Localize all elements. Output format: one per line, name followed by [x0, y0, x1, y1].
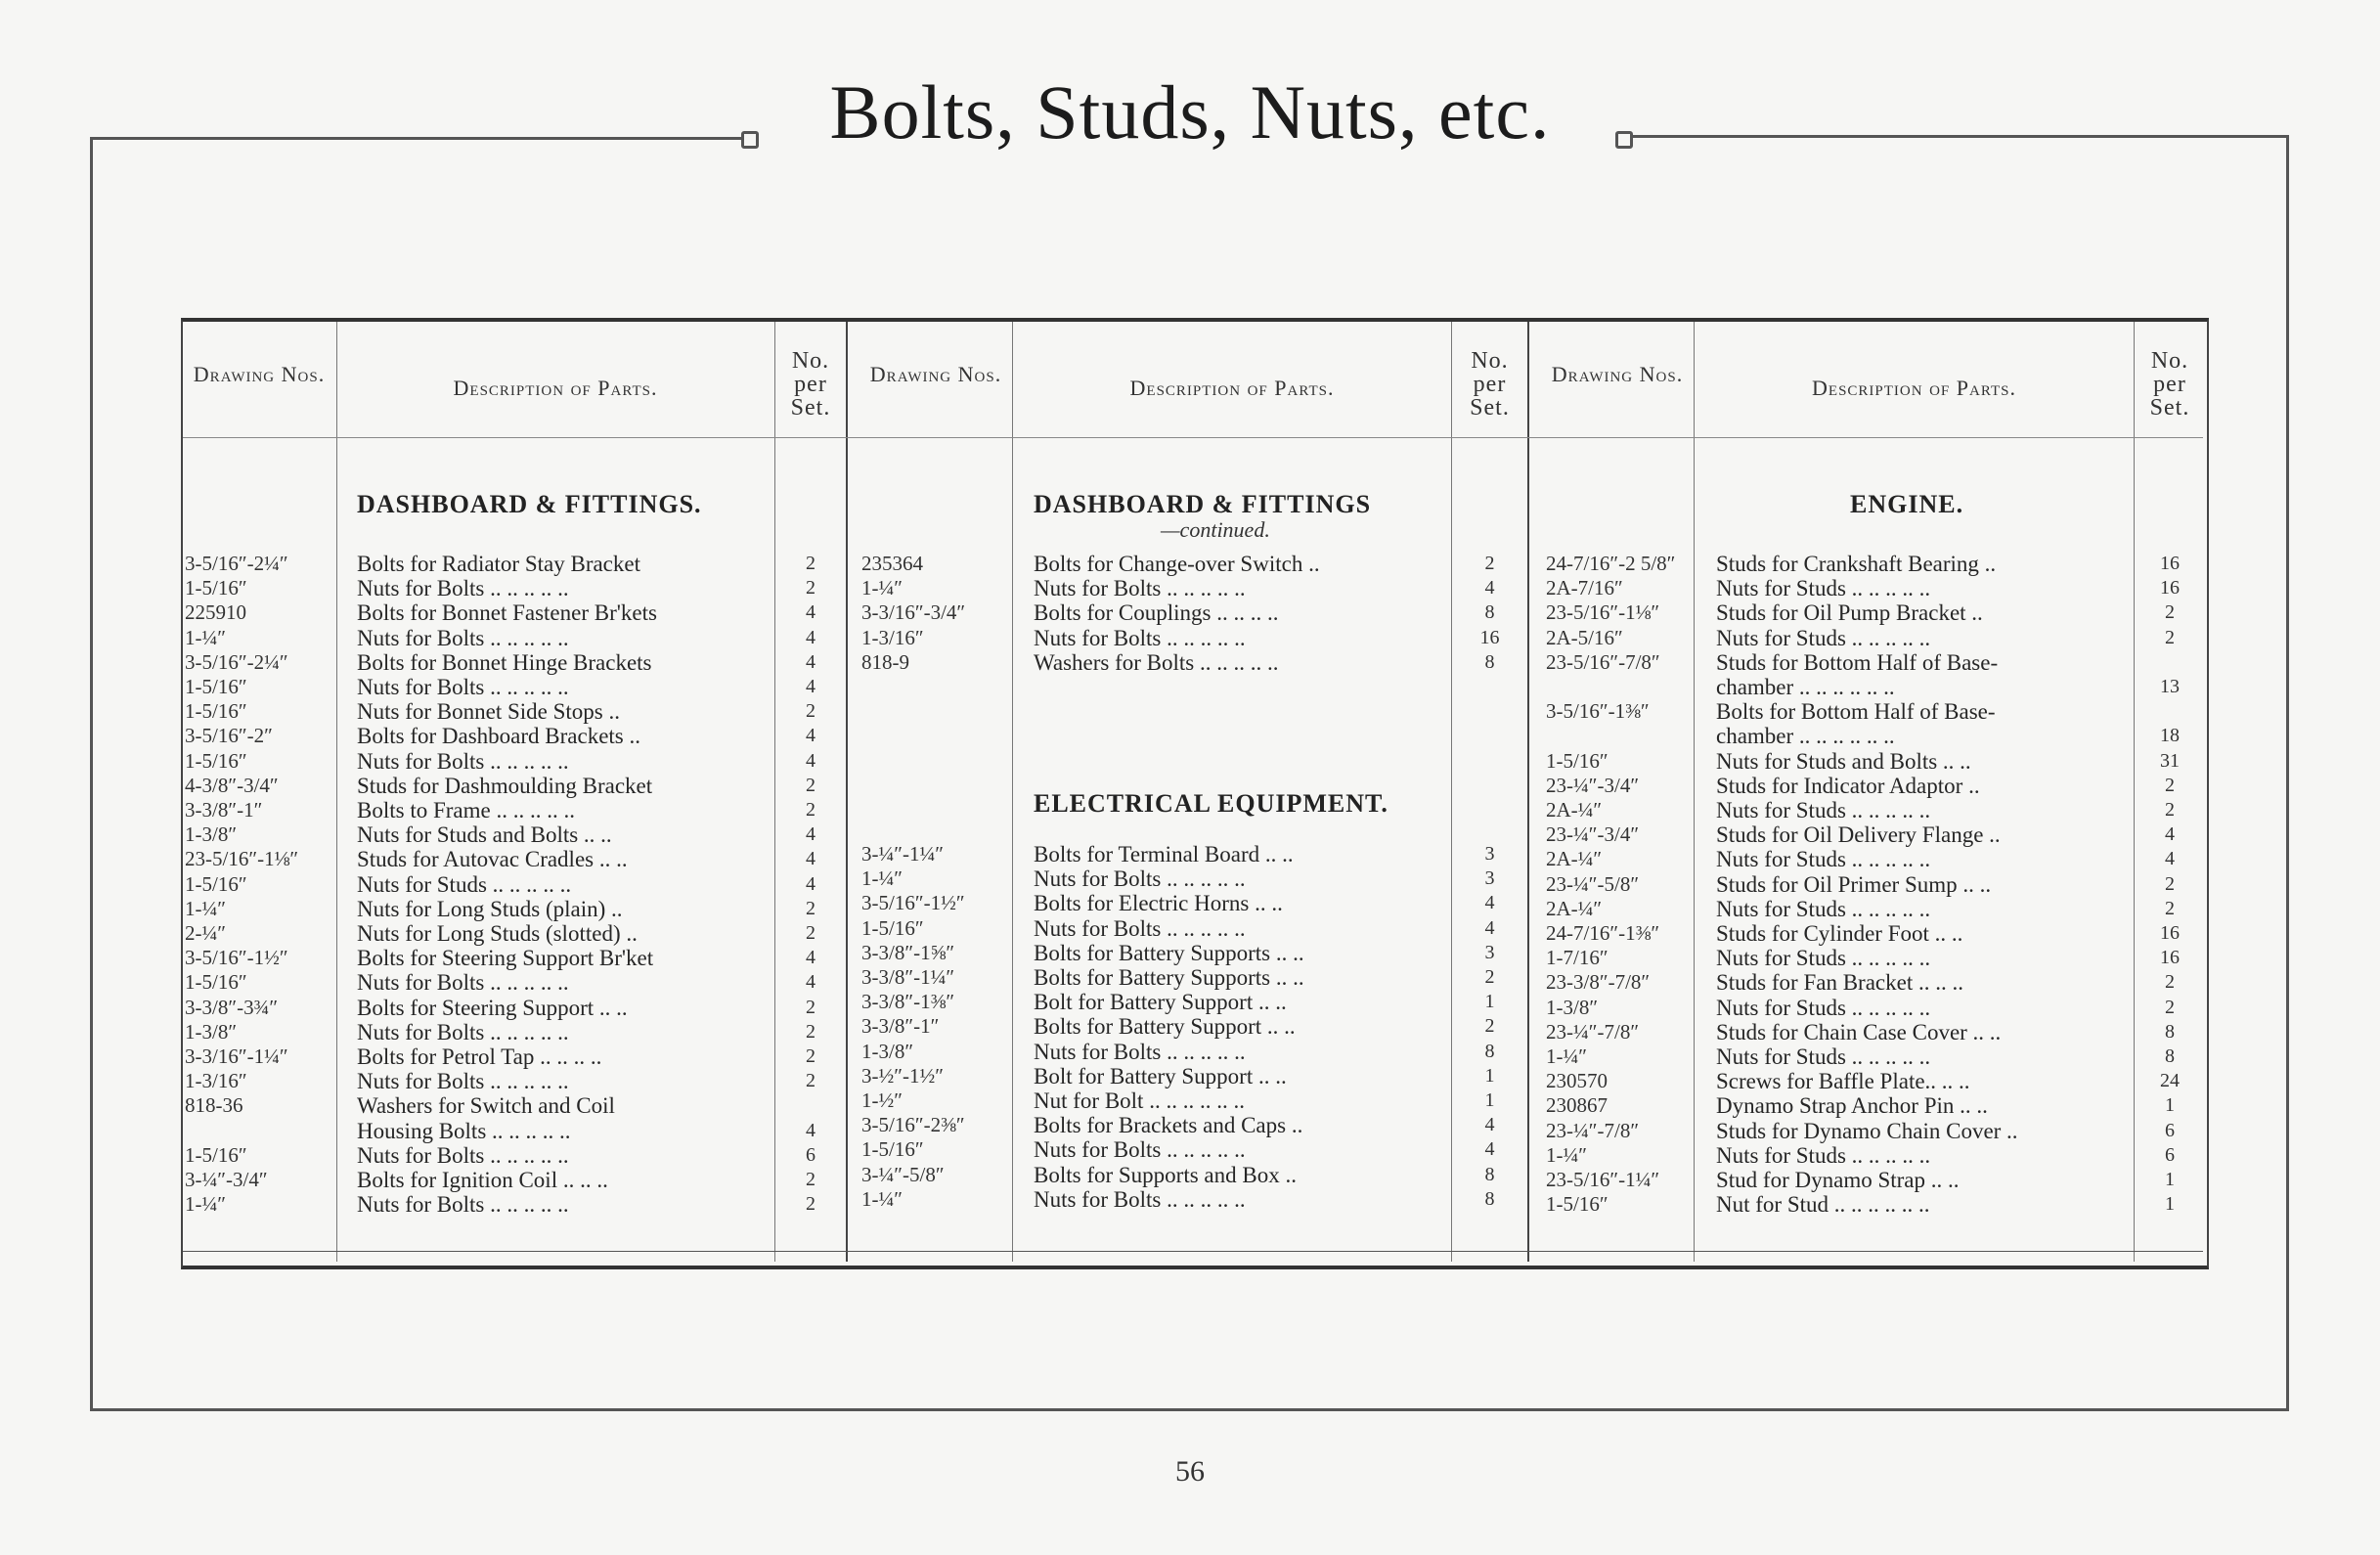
part-description: Nuts for Studs .. .. .. .. .. — [1716, 896, 1931, 921]
quantity-per-set: 2 — [2165, 799, 2175, 821]
part-description: Nuts for Bolts .. .. .. .. .. — [357, 576, 569, 601]
drawing-number: 23-¼″-3/4″ — [1546, 773, 1640, 797]
quantity-per-set: 1 — [1484, 1089, 1495, 1111]
part-description: Studs for Dynamo Chain Cover .. — [1716, 1118, 2018, 1143]
part-description: Bolt for Battery Support .. .. — [1034, 1063, 1287, 1088]
quantity-per-set: 8 — [1484, 1187, 1495, 1210]
quantity-per-set: 2 — [2165, 872, 2175, 895]
quantity-per-set: 16 — [1479, 626, 1500, 648]
part-description: Nuts for Bolts .. .. .. .. .. — [1034, 1137, 1246, 1163]
quantity-per-set: 4 — [806, 650, 815, 673]
quantity-per-set: 4 — [806, 749, 815, 772]
drawing-number: 23-¼″-7/8″ — [1546, 1118, 1640, 1142]
table-row — [183, 1143, 2203, 1168]
header-rule — [183, 437, 2203, 438]
part-description: Nuts for Studs .. .. .. .. .. — [1716, 798, 1931, 822]
drawing-number: 1-¼″ — [861, 1186, 903, 1211]
quantity-per-set: 4 — [1484, 577, 1495, 600]
page-number: 56 — [1175, 1455, 1205, 1488]
drawing-number: 23-5/16″-1¼″ — [1546, 1168, 1660, 1191]
table-row — [183, 1119, 2203, 1143]
drawing-number: 1-5/16″ — [185, 970, 247, 995]
quantity-per-set: 2 — [2165, 897, 2175, 919]
drawing-number: 3-5/16″-1½″ — [185, 946, 288, 970]
part-description: Studs for Fan Bracket .. .. .. — [1716, 970, 1963, 996]
table-row — [183, 921, 2203, 946]
section-title-engine: ENGINE. — [1850, 490, 1964, 518]
part-description: Nuts for Studs .. .. .. .. .. — [1716, 625, 1931, 650]
header-qty-3: No. per Set. — [2149, 348, 2190, 421]
drawing-number: 1-¼″ — [1546, 1044, 1587, 1068]
part-description: Nuts for Bolts .. .. .. .. .. — [1034, 915, 1246, 941]
quantity-per-set: 4 — [806, 601, 815, 624]
part-description: Bolts for Electric Horns .. .. — [1034, 891, 1283, 916]
drawing-number: 3-3/8″-1″ — [861, 1014, 940, 1039]
quantity-per-set: 4 — [806, 676, 815, 697]
drawing-number: 1-5/16″ — [185, 1142, 247, 1167]
drawing-number: 2A-¼″ — [1546, 896, 1603, 920]
table-row — [183, 626, 2203, 650]
quantity-per-set: 4 — [2165, 823, 2175, 846]
drawing-number: 23-5/16″-1⅛″ — [185, 847, 299, 871]
drawing-number: 3-¼″-1¼″ — [861, 842, 944, 866]
drawing-number: 1-5/16″ — [861, 915, 924, 940]
table-row — [183, 600, 2203, 625]
frame-right-line — [2286, 135, 2289, 1409]
part-description: Bolts to Frame .. .. .. .. .. — [357, 798, 575, 822]
quantity-per-set: 8 — [2165, 1045, 2175, 1067]
part-description: Nuts for Studs .. .. .. .. .. — [1716, 1142, 1931, 1168]
part-description: Housing Bolts .. .. .. .. .. — [357, 1118, 571, 1143]
quantity-per-set: 2 — [806, 897, 815, 919]
header-description-3: Description of Parts. — [1812, 376, 2016, 400]
quantity-per-set: 2 — [806, 774, 815, 796]
quantity-per-set: 6 — [2165, 1119, 2175, 1141]
table-row — [183, 1093, 2203, 1118]
drawing-number: 3-3/8″-1¼″ — [861, 965, 955, 989]
drawing-number: 2A-7/16″ — [1546, 576, 1623, 600]
quantity-per-set: 2 — [806, 1169, 815, 1190]
part-description: Studs for Dashmoulding Bracket — [357, 773, 653, 798]
quantity-per-set: 4 — [1484, 892, 1495, 914]
part-description: Bolts for Ignition Coil .. .. .. — [357, 1168, 608, 1192]
drawing-number: 1-3/16″ — [861, 625, 924, 649]
quantity-per-set: 4 — [806, 872, 815, 895]
part-description: Studs for Oil Delivery Flange .. — [1716, 822, 2001, 848]
quantity-per-set: 1 — [2165, 1193, 2175, 1216]
drawing-number: 2A-¼″ — [1546, 798, 1603, 822]
part-description: chamber .. .. .. .. .. .. — [1716, 724, 1895, 749]
drawing-number: 3-3/8″-1⅝″ — [861, 940, 955, 964]
drawing-number: 1-5/16″ — [185, 699, 247, 724]
quantity-per-set: 4 — [806, 971, 815, 994]
part-description: Nuts for Bolts .. .. .. .. .. — [1034, 866, 1246, 892]
drawing-number: 1-5/16″ — [185, 871, 247, 896]
part-description: Bolts for Battery Support .. .. — [1034, 1014, 1296, 1040]
part-description: Nut for Bolt .. .. .. .. .. .. — [1034, 1088, 1245, 1113]
table-row — [183, 650, 2203, 675]
quantity-per-set: 1 — [1484, 1064, 1495, 1087]
drawing-number: 3-5/16″-1⅜″ — [1546, 699, 1650, 724]
quantity-per-set: 2 — [1484, 553, 1495, 574]
drawing-number: 4-3/8″-3/4″ — [185, 773, 279, 797]
quantity-per-set: 4 — [1484, 1138, 1495, 1161]
quantity-per-set: 2 — [2165, 601, 2175, 624]
part-description: Bolts for Steering Support .. .. — [357, 995, 628, 1020]
quantity-per-set: 2 — [2165, 996, 2175, 1018]
drawing-number: 23-3/8″-7/8″ — [1546, 970, 1651, 995]
drawing-number: 23-5/16″-7/8″ — [1546, 649, 1660, 674]
drawing-number: 1-5/16″ — [861, 1137, 924, 1162]
part-description: Nuts for Bolts .. .. .. .. .. — [357, 675, 569, 699]
part-description: Nuts for Long Studs (slotted) .. — [357, 921, 638, 946]
part-description: Nuts for Bolts .. .. .. .. .. — [357, 625, 569, 650]
part-description: Nuts for Studs .. .. .. .. .. — [1716, 576, 1931, 601]
part-description: Bolts for Battery Supports .. .. — [1034, 965, 1304, 990]
table-row — [183, 552, 2203, 576]
quantity-per-set: 1 — [2165, 1169, 2175, 1190]
drawing-number: 3-3/8″-1″ — [185, 798, 263, 822]
quantity-per-set: 4 — [1484, 916, 1495, 939]
drawing-number: 225910 — [185, 600, 246, 625]
table-row — [183, 774, 2203, 798]
frame-right-knob — [1615, 131, 1633, 149]
drawing-number: 3-¼″-3/4″ — [185, 1168, 268, 1191]
drawing-number: 3-3/8″-3¾″ — [185, 995, 279, 1019]
part-description: Nuts for Studs and Bolts .. .. — [357, 822, 612, 848]
drawing-number: 1-3/8″ — [185, 1019, 238, 1044]
quantity-per-set: 4 — [2165, 848, 2175, 870]
part-description: Nuts for Studs .. .. .. .. .. — [1716, 995, 1931, 1020]
quantity-per-set: 13 — [2160, 676, 2180, 697]
quantity-per-set: 18 — [2160, 725, 2180, 747]
table-row — [183, 897, 2203, 921]
drawing-number: 3-5/16″-2¼″ — [185, 552, 288, 575]
drawing-number: 3-3/8″-1⅜″ — [861, 990, 955, 1014]
part-description: Bolts for Radiator Stay Bracket — [357, 552, 640, 576]
table-row — [183, 1168, 2203, 1192]
quantity-per-set: 2 — [2165, 774, 2175, 796]
table-row — [183, 970, 2203, 995]
table-row — [183, 1069, 2203, 1093]
part-description: Studs for Crankshaft Bearing .. — [1716, 552, 1997, 576]
quantity-per-set: 8 — [1484, 601, 1495, 624]
drawing-number: 1-3/16″ — [185, 1069, 247, 1093]
quantity-per-set: 8 — [1484, 1163, 1495, 1185]
drawing-number: 1-¼″ — [1546, 1142, 1587, 1167]
part-description: Washers for Switch and Coil — [357, 1093, 615, 1119]
quantity-per-set: 16 — [2160, 553, 2180, 574]
part-description: Bolts for Bonnet Hinge Brackets — [357, 649, 652, 675]
drawing-number: 3-½″-1½″ — [861, 1063, 944, 1088]
part-description: Nuts for Bolts .. .. .. .. .. — [357, 1192, 569, 1218]
drawing-number: 1-3/8″ — [1546, 995, 1599, 1019]
drawing-number: 3-¼″-5/8″ — [861, 1162, 945, 1186]
part-description: Nuts for Bolts .. .. .. .. .. — [357, 1069, 569, 1094]
bottom-rule — [183, 1251, 2203, 1252]
quantity-per-set: 1 — [1484, 991, 1495, 1013]
drawing-number: 3-5/16″-2⅜″ — [861, 1113, 965, 1137]
drawing-number: 818-9 — [861, 649, 909, 674]
quantity-per-set: 2 — [806, 1070, 815, 1092]
quantity-per-set: 4 — [1484, 1114, 1495, 1136]
drawing-number: 24-7/16″-2 5/8″ — [1546, 552, 1676, 575]
drawing-number: 1-7/16″ — [1546, 946, 1609, 970]
part-description: Nuts for Bolts .. .. .. .. .. — [1034, 1039, 1246, 1064]
part-description: Bolts for Terminal Board .. .. — [1034, 842, 1294, 866]
drawing-number: 23-5/16″-1⅛″ — [1546, 600, 1660, 625]
part-description: Nuts for Bolts .. .. .. .. .. — [357, 970, 569, 996]
drawing-number: 230867 — [1546, 1093, 1608, 1118]
quantity-per-set: 2 — [1484, 966, 1495, 988]
part-description: Dynamo Strap Anchor Pin .. .. — [1716, 1093, 1988, 1119]
part-description: Nuts for Studs .. .. .. .. .. — [1716, 847, 1931, 872]
quantity-per-set: 16 — [2160, 947, 2180, 969]
table-row — [183, 724, 2203, 748]
drawing-number: 1-¼″ — [861, 576, 903, 600]
part-description: Bolt for Battery Support .. .. — [1034, 990, 1287, 1015]
header-drawing-2: Drawing Nos. — [869, 362, 1002, 386]
drawing-number: 23-¼″-3/4″ — [1546, 822, 1640, 847]
part-description: Nuts for Long Studs (plain) .. — [357, 896, 623, 921]
part-description: Stud for Dynamo Strap .. .. — [1716, 1168, 1960, 1192]
drawing-number: 1-¼″ — [185, 896, 226, 920]
drawing-number: 1-3/8″ — [185, 822, 238, 847]
part-description: Bolts for Change-over Switch .. — [1034, 552, 1320, 576]
header-drawing-3: Drawing Nos. — [1551, 362, 1684, 386]
section-title-dashboard: DASHBOARD & FITTINGS. — [357, 490, 702, 518]
table-row — [183, 1020, 2203, 1044]
quantity-per-set: 8 — [1484, 1040, 1495, 1062]
drawing-number: 230570 — [1546, 1069, 1608, 1093]
part-description: Bolts for Brackets and Caps .. — [1034, 1113, 1303, 1138]
header-qty-2: No. per Set. — [1470, 348, 1510, 421]
table-row — [183, 1044, 2203, 1069]
quantity-per-set: 4 — [806, 947, 815, 969]
quantity-per-set: 6 — [2165, 1143, 2175, 1166]
drawing-number: 1-½″ — [861, 1088, 903, 1112]
drawing-number: 1-¼″ — [861, 866, 903, 891]
part-description: Studs for Autovac Cradles .. .. — [357, 847, 628, 872]
drawing-number: 3-3/16″-3/4″ — [861, 600, 966, 625]
drawing-number: 1-3/8″ — [861, 1039, 914, 1063]
header-description-2: Description of Parts. — [1129, 376, 1335, 400]
quantity-per-set: 8 — [1484, 650, 1495, 673]
drawing-number: 1-¼″ — [185, 625, 226, 649]
part-description: Screws for Baffle Plate.. .. .. — [1716, 1069, 1970, 1094]
part-description: Bolts for Supports and Box .. — [1034, 1162, 1297, 1187]
header-drawing-1: Drawing Nos. — [193, 362, 326, 386]
part-description: Washers for Bolts .. .. .. .. .. — [1034, 649, 1279, 675]
header-qty-1: No. per Set. — [790, 348, 831, 421]
table-row — [183, 699, 2203, 724]
quantity-per-set: 24 — [2160, 1070, 2180, 1092]
quantity-per-set: 2 — [806, 1193, 815, 1216]
quantity-per-set: 2 — [806, 996, 815, 1018]
frame-left-line — [90, 137, 93, 1411]
part-description: Bolts for Steering Support Br'ket — [357, 946, 654, 971]
drawing-number: 1-5/16″ — [185, 748, 247, 773]
part-description: Nuts for Bolts .. .. .. .. .. — [1034, 1186, 1246, 1212]
drawing-number: 3-3/16″-1¼″ — [185, 1044, 288, 1068]
quantity-per-set: 2 — [806, 700, 815, 723]
table-row — [183, 675, 2203, 699]
part-description: Studs for Cylinder Foot .. .. — [1716, 921, 1963, 946]
part-description: Bolts for Couplings .. .. .. .. — [1034, 600, 1279, 626]
quantity-per-set: 2 — [806, 1020, 815, 1043]
part-description: Studs for Oil Primer Sump .. .. — [1716, 871, 1992, 897]
table-row — [183, 872, 2203, 897]
part-description: Bolts for Dashboard Brackets .. — [357, 724, 640, 749]
part-description: Studs for Oil Pump Bracket .. — [1716, 600, 1983, 626]
part-description: Bolts for Petrol Tap .. .. .. .. — [357, 1044, 602, 1069]
quantity-per-set: 4 — [806, 823, 815, 846]
frame-top-left-line — [90, 137, 743, 140]
drawing-number: 3-5/16″-1½″ — [861, 891, 965, 915]
quantity-per-set: 3 — [1484, 843, 1495, 865]
frame-left-knob — [741, 131, 759, 149]
part-description: Bolts for Bonnet Fastener Br'kets — [357, 600, 657, 626]
section-subtitle-continued: —continued. — [1161, 517, 1270, 542]
drawing-number: 24-7/16″-1⅜″ — [1546, 921, 1660, 945]
part-description: Nuts for Bolts .. .. .. .. .. — [357, 1142, 569, 1168]
part-description: Nuts for Bonnet Side Stops .. — [357, 699, 620, 725]
part-description: Nuts for Bolts .. .. .. .. .. — [357, 748, 569, 774]
part-description: Nuts for Studs and Bolts .. .. — [1716, 748, 1971, 774]
parts-table — [181, 318, 2209, 1269]
table-row — [183, 996, 2203, 1020]
quantity-per-set: 2 — [1484, 1015, 1495, 1038]
drawing-number: 1-5/16″ — [1546, 748, 1609, 773]
drawing-number: 23-¼″-7/8″ — [1546, 1019, 1640, 1044]
drawing-number: 3-5/16″-2¼″ — [185, 649, 288, 674]
quantity-per-set: 3 — [1484, 941, 1495, 963]
quantity-per-set: 4 — [806, 626, 815, 648]
section-title-dashboard-continued: DASHBOARD & FITTINGS — [1034, 490, 1372, 518]
part-description: Nuts for Studs .. .. .. .. .. — [1716, 946, 1931, 971]
table-row — [183, 1192, 2203, 1217]
frame-top-right-line — [1631, 135, 2288, 138]
section-title-electrical: ELECTRICAL EQUIPMENT. — [1034, 789, 1388, 818]
quantity-per-set: 2 — [806, 922, 815, 944]
quantity-per-set: 16 — [2160, 922, 2180, 944]
table-row — [183, 822, 2203, 847]
table-row — [183, 749, 2203, 774]
quantity-per-set: 16 — [2160, 577, 2180, 600]
quantity-per-set: 31 — [2160, 749, 2180, 772]
part-description: Nuts for Bolts .. .. .. .. .. — [357, 1019, 569, 1044]
part-description: Studs for Indicator Adaptor .. — [1716, 773, 1980, 798]
drawing-number: 2A-5/16″ — [1546, 625, 1623, 649]
drawing-number: 2-¼″ — [185, 921, 226, 945]
quantity-per-set: 2 — [806, 577, 815, 600]
quantity-per-set: 8 — [2165, 1020, 2175, 1043]
quantity-per-set: 4 — [806, 848, 815, 870]
page-title: Bolts, Studs, Nuts, etc. — [829, 69, 1551, 155]
header-description-1: Description of Parts. — [453, 376, 658, 400]
drawing-number: 1-5/16″ — [185, 675, 247, 698]
part-description: Studs for Chain Case Cover .. .. — [1716, 1019, 2002, 1044]
quantity-per-set: 6 — [806, 1143, 815, 1166]
part-description: Nuts for Studs .. .. .. .. .. — [357, 871, 572, 897]
part-description: chamber .. .. .. .. .. .. — [1716, 675, 1895, 699]
table-row — [183, 798, 2203, 822]
table-row — [183, 576, 2203, 600]
part-description: Nut for Stud .. .. .. .. .. .. — [1716, 1192, 1930, 1218]
drawing-number: 2A-¼″ — [1546, 847, 1603, 871]
drawing-number: 1-¼″ — [185, 1192, 226, 1217]
drawing-number: 818-36 — [185, 1093, 243, 1118]
table-row — [183, 847, 2203, 871]
quantity-per-set: 3 — [1484, 867, 1495, 890]
frame-bottom-line — [90, 1408, 2289, 1411]
quantity-per-set: 2 — [2165, 626, 2175, 648]
quantity-per-set: 4 — [806, 725, 815, 747]
drawing-number: 1-5/16″ — [1546, 1192, 1609, 1217]
quantity-per-set: 2 — [806, 1045, 815, 1067]
part-description: Bolts for Battery Supports .. .. — [1034, 940, 1304, 965]
quantity-per-set: 4 — [806, 1119, 815, 1141]
drawing-number: 3-5/16″-2″ — [185, 724, 273, 748]
table-row — [183, 946, 2203, 970]
part-description: Bolts for Bottom Half of Base- — [1716, 699, 1996, 725]
drawing-number: 235364 — [861, 552, 923, 575]
quantity-per-set: 2 — [806, 799, 815, 821]
drawing-number: 23-¼″-5/8″ — [1546, 871, 1640, 896]
part-description: Studs for Bottom Half of Base- — [1716, 649, 1999, 675]
drawing-number: 1-5/16″ — [185, 576, 247, 600]
quantity-per-set: 2 — [806, 553, 815, 574]
part-description: Nuts for Studs .. .. .. .. .. — [1716, 1044, 1931, 1069]
part-description: Nuts for Bolts .. .. .. .. .. — [1034, 576, 1246, 601]
quantity-per-set: 1 — [2165, 1094, 2175, 1117]
part-description: Nuts for Bolts .. .. .. .. .. — [1034, 625, 1246, 650]
quantity-per-set: 2 — [2165, 971, 2175, 994]
